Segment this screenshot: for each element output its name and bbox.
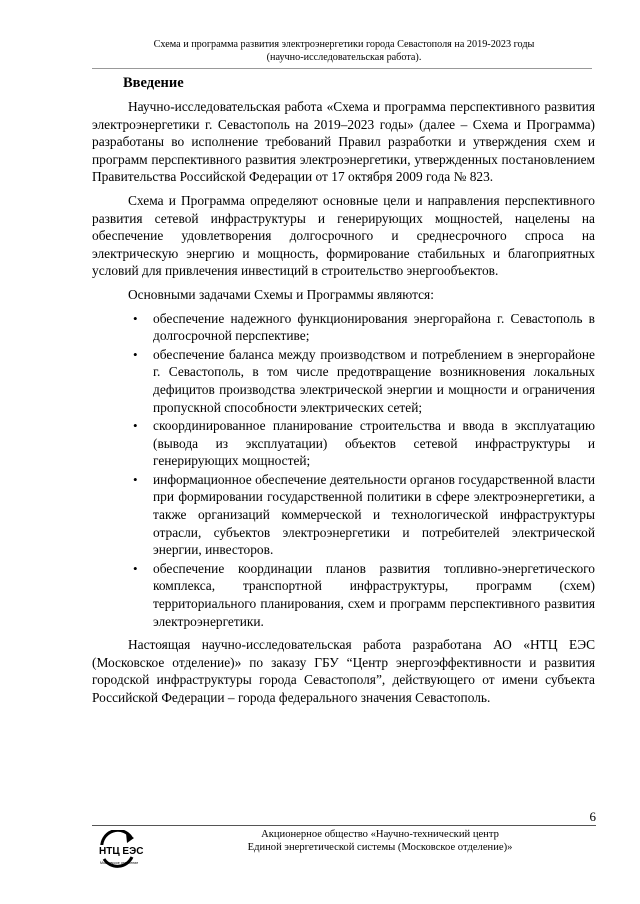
list-item xyxy=(92,417,595,470)
list-item-text: обеспечение координации планов развития топливно-энергетического комплекса, транспортной инфраструктуры, программ (схем) территориального планирования, схем и программ перспективного развития электроэнергетики. xyxy=(153,560,595,629)
footer-divider xyxy=(92,825,596,826)
bullet-icon: • xyxy=(133,418,138,434)
bullet-icon: • xyxy=(133,310,138,326)
bullet-icon: • xyxy=(133,471,138,487)
running-header xyxy=(92,38,596,64)
list-item-text: информационное обеспечение деятельности органов государственной власти при формировании государственной политики в сфере электроэнергетики, а также организаций коммерческой и технологической инфраструктуры отрасли, субъектов электроэнергетики и потребителей электрической энергии, инвесторов. xyxy=(153,471,595,558)
list-item xyxy=(92,310,595,345)
list-item xyxy=(92,346,595,416)
company-logo xyxy=(96,830,158,870)
footer-line-1: Акционерное общество «Научно-технический центр xyxy=(261,829,499,840)
list-item-text: обеспечение надежного функционирования энергорайона г. Севастополь в долгосрочной перспективе; xyxy=(153,310,595,344)
footer-line-2: Единой энергетической системы (Московское отделение)» xyxy=(247,842,513,853)
header-line-1: Схема и программа развития электроэнергетики города Севастополя на 2019-2023 годы xyxy=(153,39,535,50)
list-item-text: обеспечение баланса между производством и потреблением в энергорайоне г. Севастополь, в том числе предотвращение возникновения локальных дефицитов производства электрической энергии и мощности и ограничения пропускной способности электрических сетей; xyxy=(153,346,595,415)
paragraph-tasks-lead: Основными задачами Схемы и Программы являются: xyxy=(128,286,434,302)
paragraph-author: Настоящая научно-исследовательская работа разработана АО «НТЦ ЕЭС (Московское отделение)» по заказу ГБУ “Центр энергоэффективности и развития городской инфраструктуры города Севастополя”, действующего от имени субъекта Российской Федерации – города федерального значения Севастополь. xyxy=(92,637,595,705)
logo-subtext: Московское отделение xyxy=(100,861,139,865)
paragraph-intro: Научно-исследовательская работа «Схема и программа перспективного развития электроэнергетики г. Севастополь на 2019–2023 годы» (далее – Схема и Программа) разработаны во исполнение требований Правил разработки и утверждения схем и программ перспективного развития электроэнергетики, утвержденных постановлением Правительства Российской Федерации от 17 октября 2009 года № 823. xyxy=(92,99,595,185)
logo-text: НТЦ ЕЭС xyxy=(99,846,144,857)
list-item xyxy=(92,560,595,630)
header-line-2: (научно-исследовательская работа). xyxy=(266,52,422,63)
list-item xyxy=(92,471,595,559)
page-number: 6 xyxy=(589,809,596,824)
bullet-icon: • xyxy=(133,560,138,576)
header-divider xyxy=(92,68,592,69)
bullet-icon: • xyxy=(133,346,138,362)
document-body xyxy=(92,98,595,713)
paragraph-goals: Схема и Программа определяют основные цели и направления перспективного развития сетевой инфраструктуры и генерирующих мощностей, нацелены на обеспечение удовлетворения долгосрочного и среднесрочного спроса на электрическую энергию и мощность, формирование стабильных и благоприятных условий для привлечения инвестиций в строительство энергообъектов. xyxy=(92,192,595,279)
section-heading: Введение xyxy=(123,75,184,91)
running-footer xyxy=(190,828,570,854)
list-item-text: скоординированное планирование строительства и ввода в эксплуатацию (вывода из эксплуатации) объектов сетевой инфраструктуры и генерирующих мощностей; xyxy=(153,418,595,469)
logo-graphic xyxy=(96,830,158,870)
tasks-list xyxy=(92,310,595,631)
